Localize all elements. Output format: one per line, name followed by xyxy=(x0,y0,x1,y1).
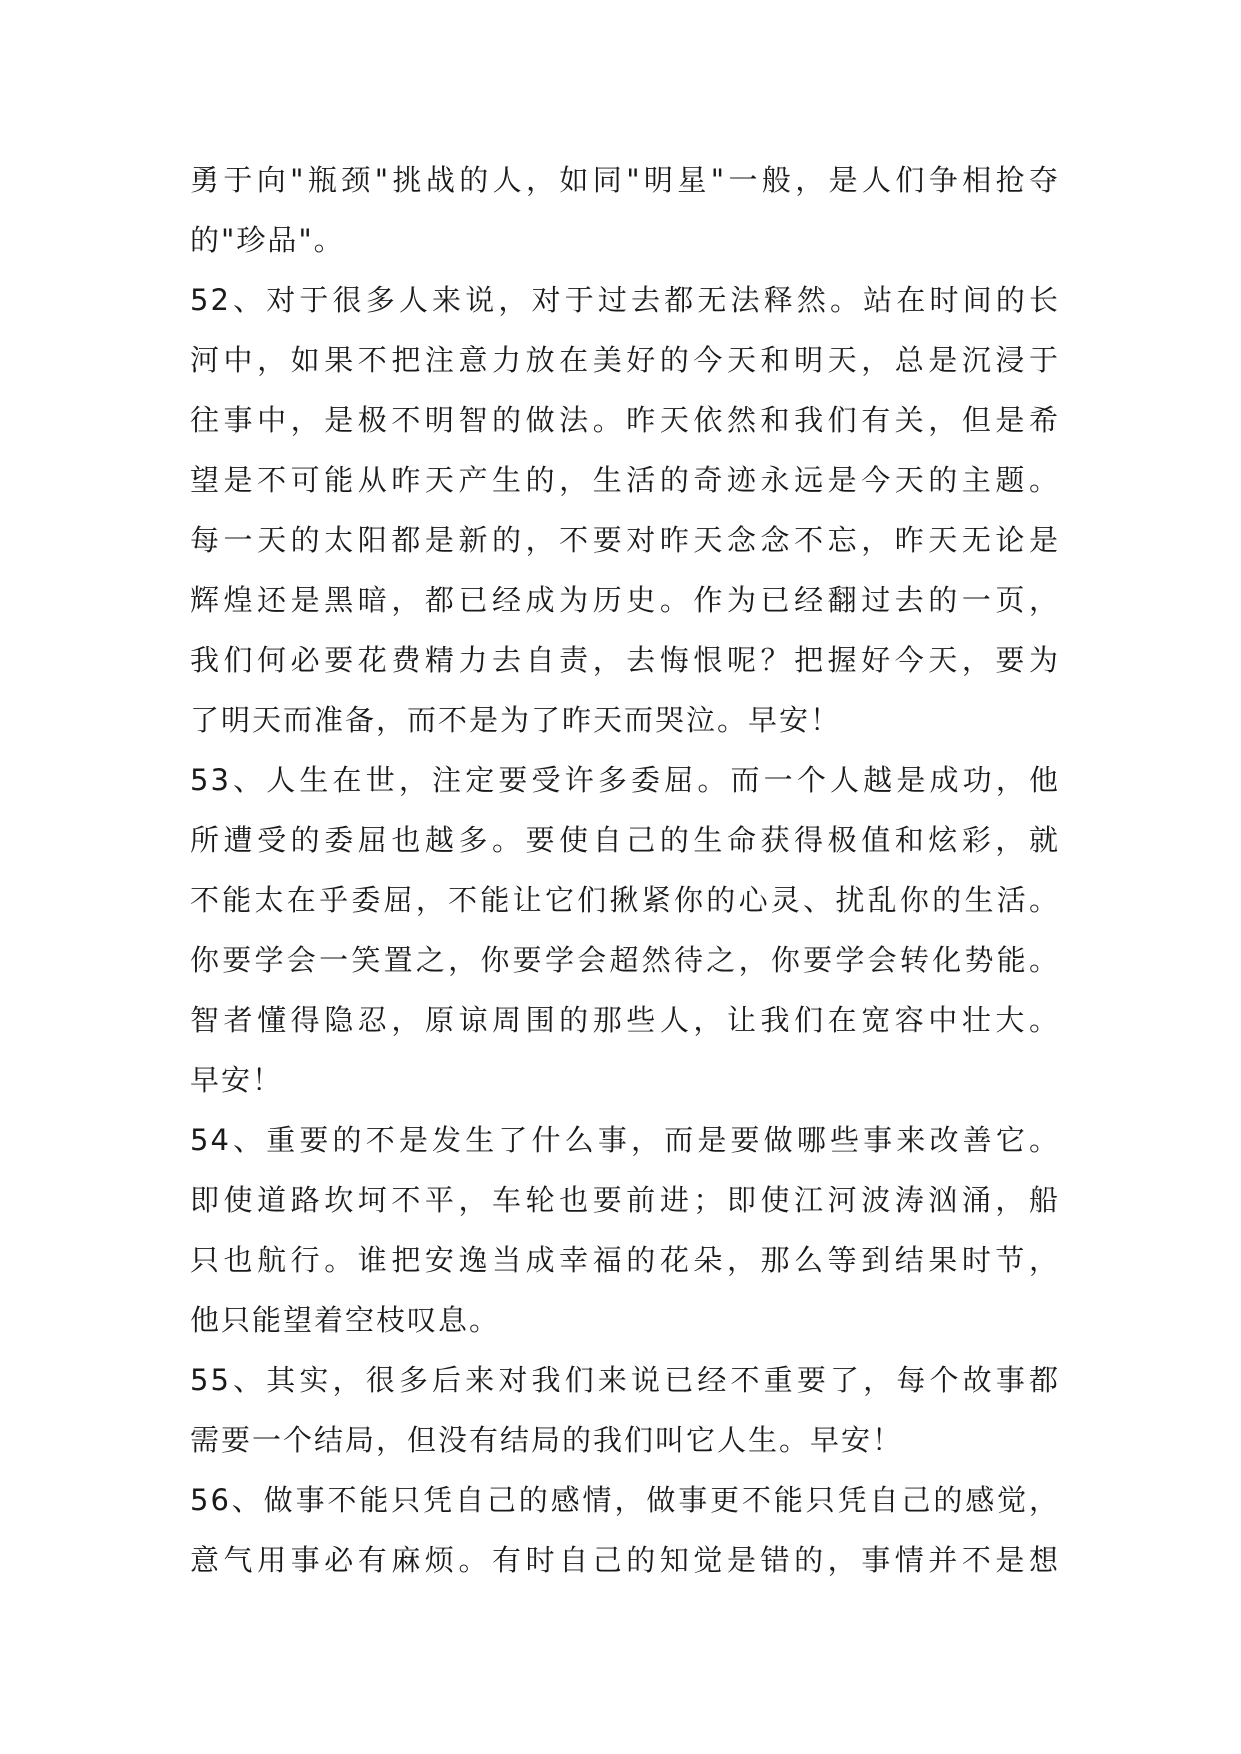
text-line: 你要学会一笑置之，你要学会超然待之，你要学会转化势能。 xyxy=(190,943,1060,977)
text-line: 我们何必要花费精力去自责，去悔恨呢？把握好今天，要为 xyxy=(190,643,1060,677)
text-line: 的"珍品"。 xyxy=(190,223,345,257)
text-line: 意气用事必有麻烦。有时自己的知觉是错的，事情并不是想 xyxy=(190,1543,1060,1577)
text-line: 需要一个结局，但没有结局的我们叫它人生。早安！ xyxy=(190,1423,904,1457)
document-body xyxy=(190,150,1060,1590)
text-line: 只也航行。谁把安逸当成幸福的花朵，那么等到结果时节， xyxy=(190,1243,1060,1277)
text-line: 不能太在乎委屈，不能让它们揪紧你的心灵、扰乱你的生活。 xyxy=(190,883,1060,917)
text-line: 所遭受的委屈也越多。要使自己的生命获得极值和炫彩，就 xyxy=(190,823,1060,857)
text-line: 勇于向"瓶颈"挑战的人，如同"明星"一般，是人们争相抢夺 xyxy=(190,163,1060,197)
text-line: 他只能望着空枝叹息。 xyxy=(190,1303,501,1337)
text-line: 辉煌还是黑暗，都已经成为历史。作为已经翻过去的一页， xyxy=(190,583,1060,617)
text-line: 智者懂得隐忍，原谅周围的那些人，让我们在宽容中壮大。 xyxy=(190,1003,1060,1037)
text-line: 每一天的太阳都是新的，不要对昨天念念不忘，昨天无论是 xyxy=(190,523,1060,557)
text-line: 52、对于很多人来说，对于过去都无法释然。站在时间的长 xyxy=(190,283,1060,317)
text-line: 早安！ xyxy=(190,1063,284,1097)
text-line: 望是不可能从昨天产生的，生活的奇迹永远是今天的主题。 xyxy=(190,463,1060,497)
text-line: 往事中，是极不明智的做法。昨天依然和我们有关，但是希 xyxy=(190,403,1060,437)
text-line: 55、其实，很多后来对我们来说已经不重要了，每个故事都 xyxy=(190,1363,1060,1397)
text-line: 了明天而准备，而不是为了昨天而哭泣。早安！ xyxy=(190,703,842,737)
text-line: 56、做事不能只凭自己的感情，做事更不能只凭自己的感觉， xyxy=(190,1483,1060,1517)
text-line: 53、人生在世，注定要受许多委屈。而一个人越是成功，他 xyxy=(190,763,1060,797)
text-line: 河中，如果不把注意力放在美好的今天和明天，总是沉浸于 xyxy=(190,343,1060,377)
text-line: 即使道路坎坷不平，车轮也要前进；即使江河波涛汹涌，船 xyxy=(190,1183,1060,1217)
text-line: 54、重要的不是发生了什么事，而是要做哪些事来改善它。 xyxy=(190,1123,1060,1157)
